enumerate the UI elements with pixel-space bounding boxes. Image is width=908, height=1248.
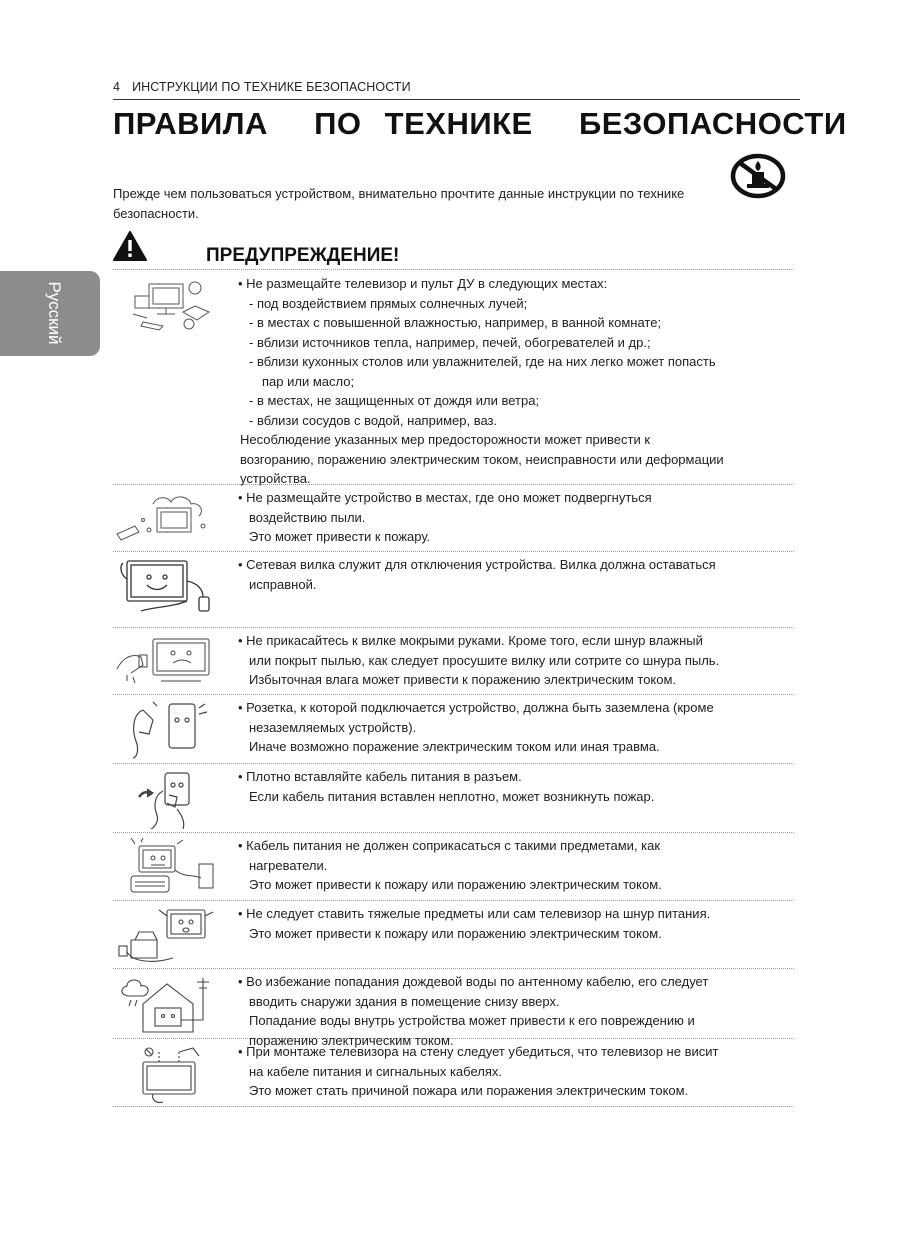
sub-line: - вблизи сосудов с водой, например, ваз.	[249, 412, 498, 428]
language-tab-label: Русский	[45, 281, 64, 345]
bullet-line: • Сетевая вилка служит для отключения устройства. Вилка должна оставаться	[238, 557, 716, 572]
language-tab	[0, 271, 100, 356]
text-line: Попадание воды внутрь устройства может привести к его повреждению и	[249, 1013, 695, 1028]
header-rule	[113, 99, 800, 100]
safety-text	[238, 904, 783, 943]
text-line: устройства.	[240, 471, 311, 486]
bullet-line: • Не следует ставить тяжелые предметы или сам телевизор на шнур питания.	[238, 906, 711, 921]
safety-text	[238, 836, 783, 895]
bullet-line: • Не размещайте телевизор и пульт ДУ в следующих местах:	[238, 276, 608, 291]
wall-mount-illustration	[113, 1044, 223, 1104]
text-line: поражению электрическим током.	[249, 1032, 454, 1048]
tv-placement-illustration	[113, 276, 223, 336]
sub-line: - под воздействием прямых солнечных лучей;	[249, 295, 528, 311]
antenna-cable-illustration	[113, 974, 223, 1034]
insert-cable-illustration	[113, 769, 223, 829]
bullet-line: • Не размещайте устройство в местах, где оно может подвергнуться	[238, 490, 652, 505]
wet-hands-illustration	[113, 633, 223, 693]
text-line: воздействию пыли.	[249, 509, 366, 525]
text-line: вводить снаружи здания в помещение снизу вверх.	[249, 993, 560, 1009]
text-line: исправной.	[249, 576, 317, 592]
text-line: незаземляемых устройств).	[249, 719, 417, 735]
text-line: нагреватели.	[249, 857, 328, 873]
sub-line: - в местах, не защищенных от дождя или ветра;	[249, 393, 540, 408]
bullet-line: • При монтаже телевизора на стену следует убедиться, что телевизор не висит	[238, 1044, 719, 1059]
text-line: на кабеле питания и сигнальных кабелях.	[249, 1063, 502, 1079]
text-line: возгоранию, поражению электрическим током, неисправности или деформации	[240, 451, 724, 467]
bullet-line: • Не прикасайтесь к вилке мокрыми руками. Кроме того, если шнур влажный	[238, 633, 703, 648]
safety-text	[238, 767, 783, 806]
section-title: ИНСТРУКЦИИ ПО ТЕХНИКЕ БЕЗОПАСНОСТИ	[132, 80, 411, 94]
text-line: Избыточная влага может привести к поражению электрическим током.	[249, 672, 677, 687]
grounded-outlet-illustration	[113, 700, 223, 760]
text-line: Это может привести к пожару или поражению электрическим током.	[249, 877, 662, 892]
safety-text	[238, 488, 783, 547]
text-line: Несоблюдение указанных мер предосторожности может привести к	[240, 432, 651, 447]
running-header	[113, 80, 411, 94]
warning-triangle-icon	[113, 231, 147, 261]
safety-item	[113, 270, 794, 485]
bullet-line: • Розетка, к которой подключается устройство, должна быть заземлена (кроме	[238, 700, 714, 715]
safety-item	[113, 968, 794, 1048]
safety-text	[238, 698, 783, 757]
safety-item	[113, 1038, 794, 1107]
bullet-line: • Кабель питания не должен соприкасаться с такими предметами, как	[238, 838, 661, 853]
text-line: Иначе возможно поражение электрическим током или иная травма.	[249, 739, 660, 754]
safety-item	[113, 484, 794, 552]
text-line: Если кабель питания вставлен неплотно, может возникнуть пожар.	[249, 788, 655, 804]
safety-text	[238, 274, 783, 489]
bullet-line: • Плотно вставляйте кабель питания в разъем.	[238, 769, 522, 784]
safety-item	[113, 900, 794, 969]
safety-item	[113, 763, 794, 833]
no-open-flame-icon	[730, 153, 786, 199]
safety-text	[238, 555, 783, 594]
text-line: или покрыт пылью, как следует просушите вилку или сотрите со шнура пыль.	[249, 652, 720, 668]
sub-line: пар или масло;	[262, 373, 355, 389]
intro-text: Прежде чем пользоваться устройством, внимательно прочтите данные инструкции по технике безопасности.	[113, 186, 685, 221]
sub-line: - вблизи источников тепла, например, печей, обогревателей и др.;	[249, 334, 651, 350]
text-line: Это может привести к пожару или поражению электрическим током.	[249, 925, 662, 941]
safety-item	[113, 551, 794, 628]
safety-item	[113, 832, 794, 901]
safety-item	[113, 627, 794, 695]
sub-line: - в местах с повышенной влажностью, например, в ванной комнате;	[249, 315, 662, 330]
safety-text	[238, 1042, 783, 1101]
page-title: ПРАВИЛА ПО ТЕХНИКЕ БЕЗОПАСНОСТИ	[113, 106, 847, 141]
heater-cable-illustration	[113, 838, 223, 898]
page-number: 4	[113, 80, 121, 94]
bullet-line: • Во избежание попадания дождевой воды по антенному кабелю, его следует	[238, 974, 709, 989]
heavy-object-illustration	[113, 906, 223, 966]
safety-item	[113, 694, 794, 764]
sub-line: - вблизи кухонных столов или увлажнителей, где на них легко может попасть	[249, 354, 716, 369]
warning-heading: ПРЕДУПРЕЖДЕНИЕ!	[206, 245, 400, 266]
text-line: Это может стать причиной пожара или поражения электрическим током.	[249, 1083, 689, 1098]
safety-text	[238, 631, 783, 690]
text-line: Это может привести к пожару.	[249, 529, 431, 544]
power-plug-illustration	[113, 557, 223, 617]
dust-illustration	[113, 490, 223, 550]
